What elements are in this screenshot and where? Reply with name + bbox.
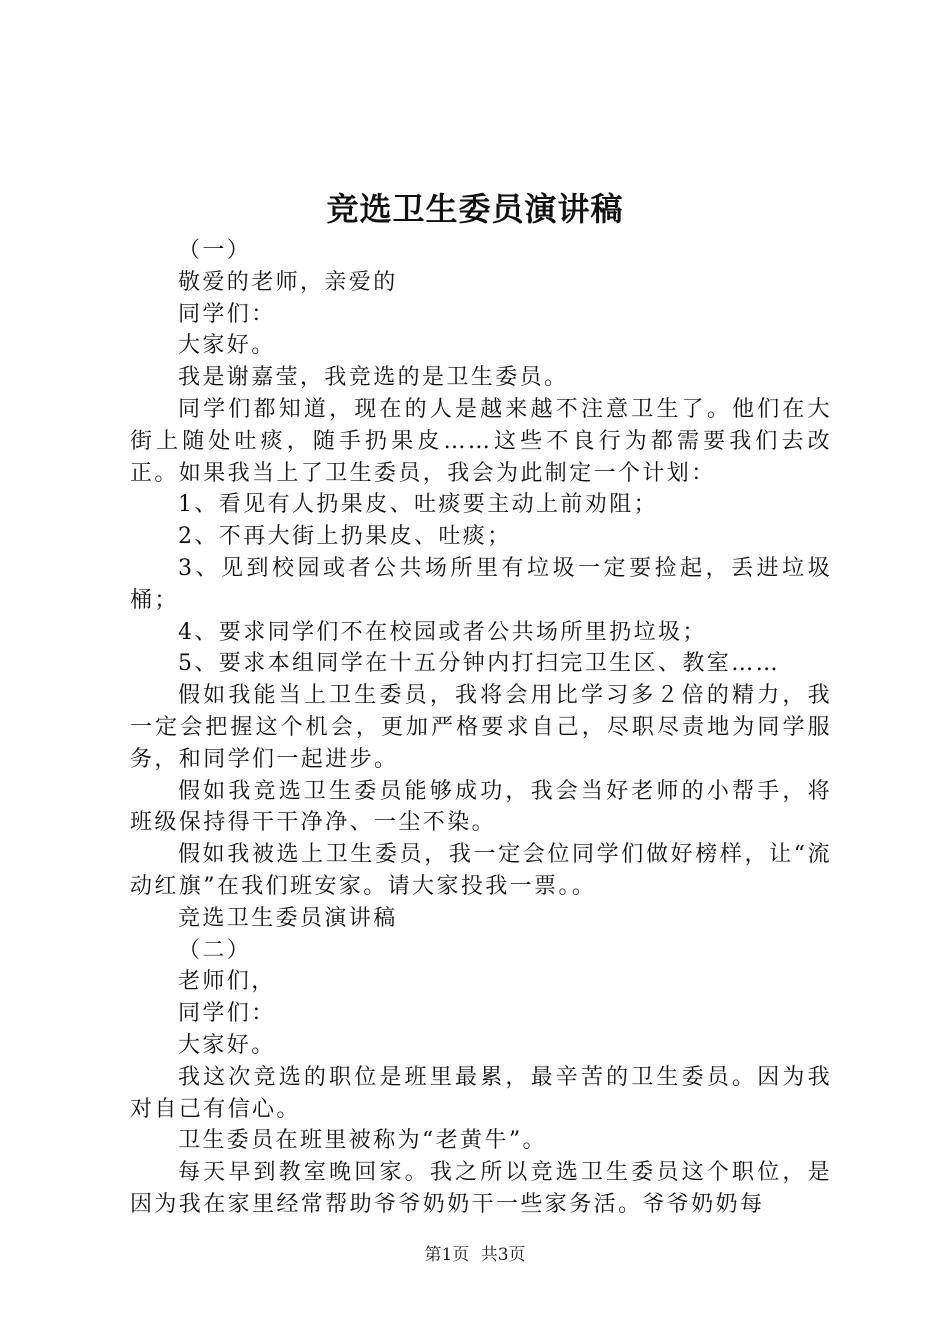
paragraph: 5、要求本组同学在十五分钟内打扫完卫生区、教室…… (178, 651, 780, 677)
paragraph: 2、不再大街上扔果皮、吐痰； (178, 524, 512, 550)
paragraph: 我是谢嘉莹，我竞选的是卫生委员。 (178, 365, 569, 391)
paragraph: 假如我被选上卫生委员，我一定会位同学们做好榜样，让“流动红旗”在我们班安家。请大家投我一票。。 (130, 842, 832, 899)
page-footer (0, 1243, 950, 1267)
paragraph: 1、看见有人扔果皮、吐痰要主动上前劝阻； (178, 492, 658, 518)
paragraph: 每天早到教室晚回家。我之所以竞选卫生委员这个职位，是因为我在家里经常帮助爷爷奶奶干一些家务活。爷爷奶奶每 (130, 1160, 832, 1217)
paragraph: 假如我竞选卫生委员能够成功，我会当好老师的小帮手，将班级保持得干干净净、一尘不染。 (130, 778, 832, 836)
document-body (130, 235, 832, 1221)
paragraph: 同学们都知道，现在的人是越来越不注意卫生了。他们在大街上随处吐痰，随手扔果皮……这些不良行为都需要我们去改正。如果我当上了卫生委员，我会为此制定一个计划： (130, 396, 832, 486)
paragraph: 同学们： (178, 301, 276, 327)
page-total: 共3页 (480, 1245, 526, 1265)
paragraph: 4、要求同学们不在校园或者公共场所里扔垃圾； (178, 619, 707, 645)
document-title: 竞选卫生委员演讲稿 (326, 190, 624, 228)
paragraph: 竞选卫生委员演讲稿 (178, 905, 398, 931)
paragraph: 3、见到校园或者公共场所里有垃圾一定要捡起，丢进垃圾桶； (130, 555, 832, 613)
paragraph: 老师们， (178, 969, 276, 995)
paragraph: 卫生委员在班里被称为“老黄牛”。 (178, 1128, 547, 1154)
paragraph: 假如我能当上卫生委员，我将会用比学习多２倍的精力，我一定会把握这个机会，更加严格要求自己，尽职尽责地为同学服务，和同学们一起进步。 (130, 683, 832, 772)
paragraph: 大家好。 (178, 1032, 276, 1058)
paragraph: 我这次竞选的职位是班里最累，最辛苦的卫生委员。因为我对自己有信心。 (130, 1064, 832, 1122)
paragraph: （一） (178, 238, 252, 263)
paragraph: 敬爱的老师，亲爱的 (178, 269, 398, 295)
page-number: 第1页 (424, 1245, 470, 1265)
paragraph: （二） (178, 937, 252, 963)
paragraph: 同学们： (178, 1001, 276, 1027)
paragraph: 大家好。 (178, 333, 276, 359)
